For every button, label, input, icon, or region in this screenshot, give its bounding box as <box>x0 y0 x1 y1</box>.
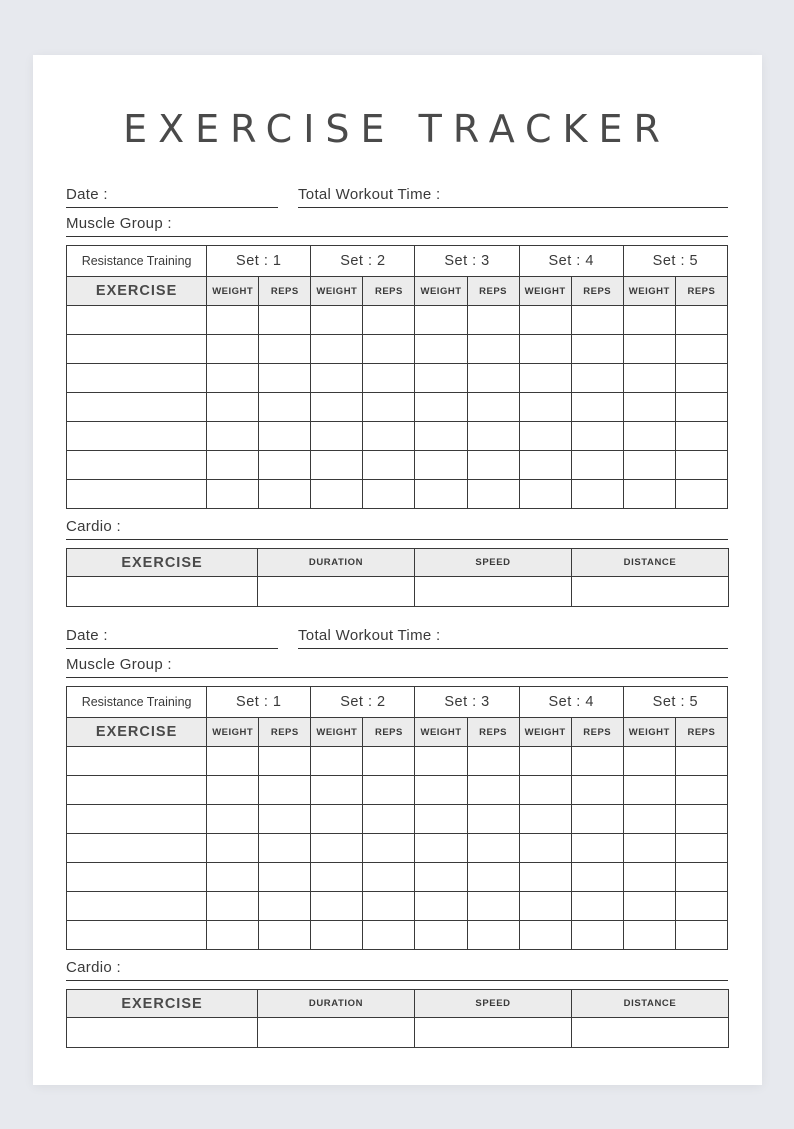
reps-cell[interactable] <box>363 393 415 422</box>
duration-cell[interactable] <box>258 577 415 607</box>
weight-cell[interactable] <box>311 921 363 950</box>
weight-cell[interactable] <box>207 480 259 509</box>
weight-cell[interactable] <box>415 776 467 805</box>
reps-cell[interactable] <box>571 393 623 422</box>
exercise-cell[interactable] <box>67 335 207 364</box>
reps-cell[interactable] <box>363 805 415 834</box>
cardio-label: Cardio : <box>66 518 121 535</box>
table-row <box>67 335 728 364</box>
weight-cell[interactable] <box>623 335 675 364</box>
weight-cell[interactable] <box>415 921 467 950</box>
set-label: Set : 1 <box>207 246 311 277</box>
reps-cell[interactable] <box>259 892 311 921</box>
weight-cell[interactable] <box>519 747 571 776</box>
table-row <box>67 451 728 480</box>
reps-cell[interactable] <box>467 747 519 776</box>
weight-header: WEIGHT <box>311 277 363 306</box>
weight-cell[interactable] <box>311 422 363 451</box>
reps-cell[interactable] <box>571 451 623 480</box>
weight-header: WEIGHT <box>311 718 363 747</box>
reps-cell[interactable] <box>571 834 623 863</box>
weight-cell[interactable] <box>415 863 467 892</box>
weight-cell[interactable] <box>623 451 675 480</box>
weight-cell[interactable] <box>519 451 571 480</box>
reps-cell[interactable] <box>675 805 727 834</box>
set-label: Set : 3 <box>415 687 519 718</box>
page-title: EXERCISE TRACKER <box>123 107 671 151</box>
table-row <box>67 776 728 805</box>
set-header-row <box>67 687 728 718</box>
reps-cell[interactable] <box>675 776 727 805</box>
table-row <box>67 306 728 335</box>
cardio-exercise-header: EXERCISE <box>67 990 258 1018</box>
reps-cell[interactable] <box>259 805 311 834</box>
distance-cell[interactable] <box>572 577 729 607</box>
reps-cell[interactable] <box>467 480 519 509</box>
weight-cell[interactable] <box>207 451 259 480</box>
weight-cell[interactable] <box>311 805 363 834</box>
exercise-cell[interactable] <box>67 834 207 863</box>
reps-cell[interactable] <box>363 364 415 393</box>
distance-header: DISTANCE <box>572 990 729 1018</box>
workout-time-underline <box>298 207 728 208</box>
reps-cell[interactable] <box>259 335 311 364</box>
set-label: Set : 1 <box>207 687 311 718</box>
table-row <box>67 422 728 451</box>
weight-cell[interactable] <box>311 335 363 364</box>
weight-cell[interactable] <box>415 393 467 422</box>
resistance-training-label: Resistance Training <box>67 246 207 277</box>
set-label: Set : 5 <box>623 246 727 277</box>
weight-cell[interactable] <box>623 863 675 892</box>
weight-header: WEIGHT <box>623 718 675 747</box>
exercise-cell[interactable] <box>67 364 207 393</box>
reps-header: REPS <box>363 277 415 306</box>
table-row <box>67 393 728 422</box>
reps-cell[interactable] <box>363 863 415 892</box>
weight-cell[interactable] <box>207 921 259 950</box>
cardio-row <box>67 1018 729 1048</box>
reps-cell[interactable] <box>675 892 727 921</box>
cardio-table <box>66 548 729 607</box>
set-label: Set : 3 <box>415 246 519 277</box>
weight-cell[interactable] <box>415 747 467 776</box>
reps-cell[interactable] <box>467 306 519 335</box>
workout-time-underline <box>298 648 728 649</box>
weight-cell[interactable] <box>519 805 571 834</box>
weight-cell[interactable] <box>207 422 259 451</box>
reps-cell[interactable] <box>571 422 623 451</box>
exercise-header: EXERCISE <box>67 277 207 306</box>
reps-cell[interactable] <box>571 306 623 335</box>
reps-cell[interactable] <box>259 422 311 451</box>
reps-cell[interactable] <box>571 805 623 834</box>
reps-cell[interactable] <box>467 834 519 863</box>
reps-header: REPS <box>259 718 311 747</box>
weight-cell[interactable] <box>519 393 571 422</box>
reps-cell[interactable] <box>571 480 623 509</box>
weight-cell[interactable] <box>311 480 363 509</box>
reps-header: REPS <box>467 718 519 747</box>
weight-header: WEIGHT <box>519 277 571 306</box>
weight-cell[interactable] <box>519 892 571 921</box>
table-row <box>67 747 728 776</box>
weight-cell[interactable] <box>207 393 259 422</box>
weight-cell[interactable] <box>623 892 675 921</box>
exercise-cell[interactable] <box>67 921 207 950</box>
reps-cell[interactable] <box>675 306 727 335</box>
muscle-group-underline <box>66 236 728 237</box>
cardio-underline <box>66 980 728 981</box>
date-field[interactable] <box>66 180 278 208</box>
set-header-row <box>67 246 728 277</box>
reps-cell[interactable] <box>363 776 415 805</box>
weight-cell[interactable] <box>207 747 259 776</box>
reps-cell[interactable] <box>675 480 727 509</box>
duration-header: DURATION <box>258 990 415 1018</box>
date-label: Date : <box>66 186 108 203</box>
reps-cell[interactable] <box>259 834 311 863</box>
reps-cell[interactable] <box>259 776 311 805</box>
reps-header: REPS <box>259 277 311 306</box>
exercise-cell[interactable] <box>67 892 207 921</box>
exercise-cell[interactable] <box>67 776 207 805</box>
cardio-underline <box>66 539 728 540</box>
date-underline <box>66 648 278 649</box>
cardio-field <box>66 953 728 981</box>
column-header-row <box>67 718 728 747</box>
cardio-label: Cardio : <box>66 959 121 976</box>
exercise-cell[interactable] <box>67 393 207 422</box>
weight-cell[interactable] <box>207 335 259 364</box>
reps-cell[interactable] <box>259 863 311 892</box>
weight-cell[interactable] <box>623 776 675 805</box>
reps-cell[interactable] <box>571 892 623 921</box>
reps-cell[interactable] <box>363 451 415 480</box>
weight-cell[interactable] <box>519 364 571 393</box>
reps-header: REPS <box>467 277 519 306</box>
resistance-training-label: Resistance Training <box>67 687 207 718</box>
reps-header: REPS <box>571 718 623 747</box>
reps-cell[interactable] <box>363 892 415 921</box>
weight-header: WEIGHT <box>415 277 467 306</box>
weight-cell[interactable] <box>415 422 467 451</box>
exercise-cell[interactable] <box>67 480 207 509</box>
table-row <box>67 834 728 863</box>
reps-cell[interactable] <box>363 921 415 950</box>
reps-cell[interactable] <box>467 863 519 892</box>
weight-cell[interactable] <box>415 364 467 393</box>
reps-header: REPS <box>363 718 415 747</box>
muscle-group-field[interactable] <box>66 209 728 237</box>
resistance-table <box>66 686 728 950</box>
weight-cell[interactable] <box>415 892 467 921</box>
exercise-cell[interactable] <box>67 747 207 776</box>
exercise-header: EXERCISE <box>67 718 207 747</box>
weight-cell[interactable] <box>415 306 467 335</box>
exercise-cell[interactable] <box>67 306 207 335</box>
workout-time-field[interactable] <box>298 621 728 649</box>
weight-cell[interactable] <box>311 364 363 393</box>
weight-cell[interactable] <box>311 863 363 892</box>
reps-cell[interactable] <box>675 834 727 863</box>
reps-cell[interactable] <box>571 863 623 892</box>
weight-cell[interactable] <box>623 480 675 509</box>
reps-cell[interactable] <box>675 335 727 364</box>
reps-cell[interactable] <box>363 422 415 451</box>
speed-header: SPEED <box>415 549 572 577</box>
weight-cell[interactable] <box>519 335 571 364</box>
reps-cell[interactable] <box>467 422 519 451</box>
weight-cell[interactable] <box>207 306 259 335</box>
weight-cell[interactable] <box>623 834 675 863</box>
reps-cell[interactable] <box>363 834 415 863</box>
reps-cell[interactable] <box>363 480 415 509</box>
reps-cell[interactable] <box>259 364 311 393</box>
weight-cell[interactable] <box>519 422 571 451</box>
weight-cell[interactable] <box>207 863 259 892</box>
cardio-header-row <box>67 990 729 1018</box>
reps-cell[interactable] <box>259 480 311 509</box>
exercise-cell[interactable] <box>67 805 207 834</box>
date-underline <box>66 207 278 208</box>
speed-header: SPEED <box>415 990 572 1018</box>
reps-cell[interactable] <box>259 393 311 422</box>
table-row <box>67 863 728 892</box>
weight-cell[interactable] <box>311 393 363 422</box>
exercise-cell[interactable] <box>67 863 207 892</box>
weight-cell[interactable] <box>415 335 467 364</box>
reps-header: REPS <box>571 277 623 306</box>
reps-cell[interactable] <box>675 364 727 393</box>
reps-cell[interactable] <box>467 921 519 950</box>
resistance-table <box>66 245 728 509</box>
weight-cell[interactable] <box>311 834 363 863</box>
table-row <box>67 480 728 509</box>
muscle-group-label: Muscle Group : <box>66 215 172 232</box>
reps-cell[interactable] <box>571 747 623 776</box>
speed-cell[interactable] <box>415 1018 572 1048</box>
set-label: Set : 2 <box>311 246 415 277</box>
weight-cell[interactable] <box>311 747 363 776</box>
reps-cell[interactable] <box>675 863 727 892</box>
weight-header: WEIGHT <box>207 277 259 306</box>
cardio-header-row <box>67 549 729 577</box>
reps-cell[interactable] <box>259 921 311 950</box>
weight-header: WEIGHT <box>415 718 467 747</box>
weight-cell[interactable] <box>207 834 259 863</box>
weight-cell[interactable] <box>623 422 675 451</box>
set-label: Set : 2 <box>311 687 415 718</box>
cardio-exercise-cell[interactable] <box>67 1018 258 1048</box>
weight-header: WEIGHT <box>519 718 571 747</box>
reps-cell[interactable] <box>571 776 623 805</box>
set-label: Set : 5 <box>623 687 727 718</box>
weight-cell[interactable] <box>207 364 259 393</box>
distance-header: DISTANCE <box>572 549 729 577</box>
exercise-cell[interactable] <box>67 422 207 451</box>
weight-cell[interactable] <box>519 863 571 892</box>
weight-cell[interactable] <box>519 306 571 335</box>
table-row <box>67 921 728 950</box>
distance-cell[interactable] <box>572 1018 729 1048</box>
table-row <box>67 805 728 834</box>
weight-cell[interactable] <box>207 776 259 805</box>
cardio-row <box>67 577 729 607</box>
weight-cell[interactable] <box>623 364 675 393</box>
muscle-group-field[interactable] <box>66 650 728 678</box>
workout-time-field[interactable] <box>298 180 728 208</box>
set-label: Set : 4 <box>519 687 623 718</box>
weight-cell[interactable] <box>415 805 467 834</box>
reps-cell[interactable] <box>363 335 415 364</box>
reps-cell[interactable] <box>363 747 415 776</box>
reps-cell[interactable] <box>467 335 519 364</box>
reps-cell[interactable] <box>467 805 519 834</box>
table-row <box>67 364 728 393</box>
workout-time-label: Total Workout Time : <box>298 186 441 203</box>
muscle-group-label: Muscle Group : <box>66 656 172 673</box>
exercise-cell[interactable] <box>67 451 207 480</box>
reps-cell[interactable] <box>571 335 623 364</box>
workout-time-label: Total Workout Time : <box>298 627 441 644</box>
reps-cell[interactable] <box>571 364 623 393</box>
reps-cell[interactable] <box>675 393 727 422</box>
weight-cell[interactable] <box>623 805 675 834</box>
date-field[interactable] <box>66 621 278 649</box>
reps-header: REPS <box>675 718 727 747</box>
duration-header: DURATION <box>258 549 415 577</box>
reps-cell[interactable] <box>467 393 519 422</box>
reps-cell[interactable] <box>675 451 727 480</box>
reps-cell[interactable] <box>259 747 311 776</box>
reps-cell[interactable] <box>467 451 519 480</box>
weight-cell[interactable] <box>311 451 363 480</box>
reps-cell[interactable] <box>259 306 311 335</box>
reps-cell[interactable] <box>467 364 519 393</box>
weight-cell[interactable] <box>519 834 571 863</box>
weight-cell[interactable] <box>519 776 571 805</box>
speed-cell[interactable] <box>415 577 572 607</box>
reps-cell[interactable] <box>467 892 519 921</box>
weight-cell[interactable] <box>311 892 363 921</box>
weight-cell[interactable] <box>415 451 467 480</box>
reps-cell[interactable] <box>467 776 519 805</box>
table-row <box>67 892 728 921</box>
weight-cell[interactable] <box>519 480 571 509</box>
weight-cell[interactable] <box>207 892 259 921</box>
weight-cell[interactable] <box>415 480 467 509</box>
cardio-exercise-cell[interactable] <box>67 577 258 607</box>
cardio-table <box>66 989 729 1048</box>
reps-cell[interactable] <box>363 306 415 335</box>
weight-cell[interactable] <box>415 834 467 863</box>
weight-cell[interactable] <box>623 393 675 422</box>
weight-cell[interactable] <box>519 921 571 950</box>
weight-cell[interactable] <box>311 776 363 805</box>
weight-header: WEIGHT <box>207 718 259 747</box>
column-header-row <box>67 277 728 306</box>
weight-header: WEIGHT <box>623 277 675 306</box>
muscle-group-underline <box>66 677 728 678</box>
reps-cell[interactable] <box>259 451 311 480</box>
cardio-field <box>66 512 728 540</box>
reps-cell[interactable] <box>675 921 727 950</box>
reps-cell[interactable] <box>571 921 623 950</box>
cardio-exercise-header: EXERCISE <box>67 549 258 577</box>
reps-header: REPS <box>675 277 727 306</box>
weight-cell[interactable] <box>207 805 259 834</box>
weight-cell[interactable] <box>623 747 675 776</box>
duration-cell[interactable] <box>258 1018 415 1048</box>
reps-cell[interactable] <box>675 422 727 451</box>
set-label: Set : 4 <box>519 246 623 277</box>
weight-cell[interactable] <box>623 306 675 335</box>
reps-cell[interactable] <box>675 747 727 776</box>
date-label: Date : <box>66 627 108 644</box>
weight-cell[interactable] <box>623 921 675 950</box>
weight-cell[interactable] <box>311 306 363 335</box>
